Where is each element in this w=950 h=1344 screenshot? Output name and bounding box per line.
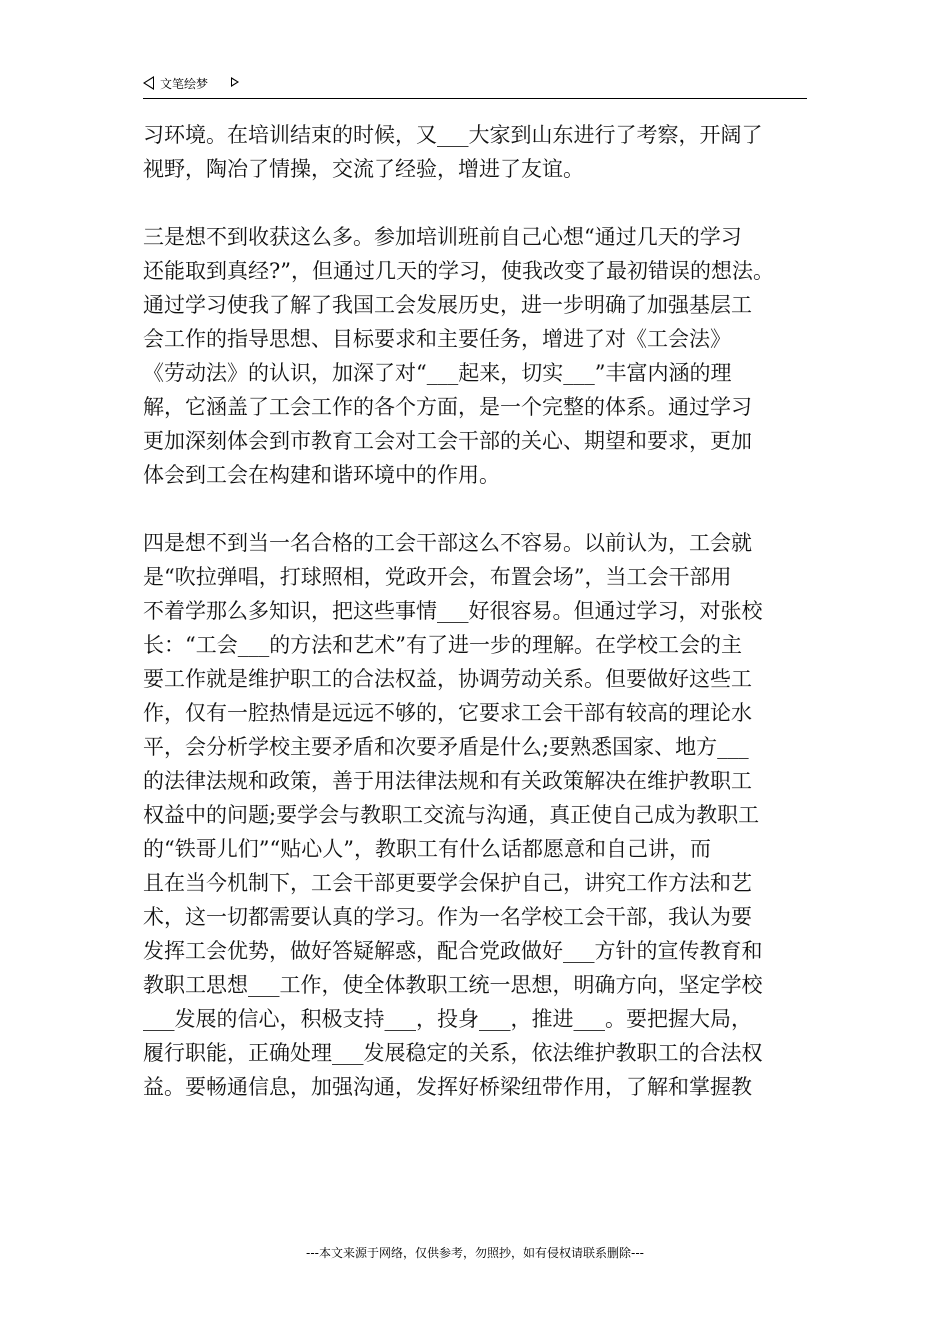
- text-line: 是“吹拉弹唱，打球照相，党政开会，布置会场”，当工会干部用: [143, 565, 732, 589]
- text-line: 的“铁哥儿们”“贴心人”，教职工有什么话都愿意和自己讲，而: [143, 837, 711, 861]
- text-line: 体会到工会在构建和谐环境中的作用。: [143, 463, 500, 487]
- paragraph-1: [143, 118, 815, 186]
- text-line: 通过学习使我了解了我国工会发展历史，进一步明确了加强基层工: [143, 293, 752, 317]
- text-line: 发挥工会优势，做好答疑解惑，配合党政做好___方针的宣传教育和: [143, 939, 763, 963]
- document-body: [143, 118, 815, 1104]
- text-line: 长：“工会___的方法和艺术”有了进一步的理解。在学校工会的主: [143, 633, 742, 657]
- text-line: 视野，陶冶了情操，交流了经验，增进了友谊。: [143, 157, 584, 181]
- triangle-left-icon: [143, 76, 154, 90]
- header-title: 文笔绘梦: [160, 77, 209, 91]
- text-line: 四是想不到当一名合格的工会干部这么不容易。以前认为，工会就: [143, 531, 752, 555]
- text-line: 习环境。在培训结束的时候，又___大家到山东进行了考察，开阔了: [143, 123, 763, 147]
- text-line: 解，它涵盖了工会工作的各个方面，是一个完整的体系。通过学习: [143, 395, 752, 419]
- text-line: 要工作就是维护职工的合法权益，协调劳动关系。但要做好这些工: [143, 667, 752, 691]
- text-line: 权益中的问题;要学会与教职工交流与沟通，真正使自己成为教职工: [143, 803, 760, 827]
- text-line: 会工作的指导思想、目标要求和主要任务，增进了对《工会法》: [143, 327, 731, 351]
- paragraph-2: [143, 220, 815, 492]
- text-line: 平，会分析学校主要矛盾和次要矛盾是什么;要熟悉国家、地方___: [143, 735, 749, 759]
- text-line: 三是想不到收获这么多。参加培训班前自己心想“通过几天的学习: [143, 225, 742, 249]
- text-line: ___发展的信心，积极支持___，投身___，推进___。要把握大局，: [143, 1007, 752, 1031]
- paragraph-3: [143, 526, 815, 1104]
- text-line: 不着学那么多知识，把这些事情___好很容易。但通过学习，对张校: [143, 599, 763, 623]
- text-line: 教职工思想___工作，使全体教职工统一思想，明确方向，坚定学校: [143, 973, 763, 997]
- triangle-right-icon: [231, 77, 239, 87]
- text-line: 还能取到真经?”，但通过几天的学习，使我改变了最初错误的想法。: [143, 259, 774, 283]
- text-line: 更加深刻体会到市教育工会对工会干部的关心、期望和要求，更加: [143, 429, 752, 453]
- text-line: 履行职能，正确处理___发展稳定的关系，依法维护教职工的合法权: [143, 1041, 763, 1065]
- text-line: 的法律法规和政策，善于用法律法规和有关政策解决在维护教职工: [143, 769, 752, 793]
- text-line: 术，这一切都需要认真的学习。作为一名学校工会干部，我认为要: [143, 905, 752, 929]
- text-line: 且在当今机制下，工会干部更要学会保护自己，讲究工作方法和艺: [143, 871, 752, 895]
- text-line: 作，仅有一腔热情是远远不够的，它要求工会干部有较高的理论水: [143, 701, 752, 725]
- page-header: [143, 70, 807, 99]
- text-line: 益。要畅通信息，加强沟通，发挥好桥梁纽带作用，了解和掌握教: [143, 1075, 752, 1099]
- text-line: 《劳动法》的认识，加深了对“___起来，切实___”丰富内涵的理: [143, 361, 732, 385]
- page-footer: ---本文来源于网络，仅供参考，勿照抄，如有侵权请联系删除---: [306, 1246, 644, 1260]
